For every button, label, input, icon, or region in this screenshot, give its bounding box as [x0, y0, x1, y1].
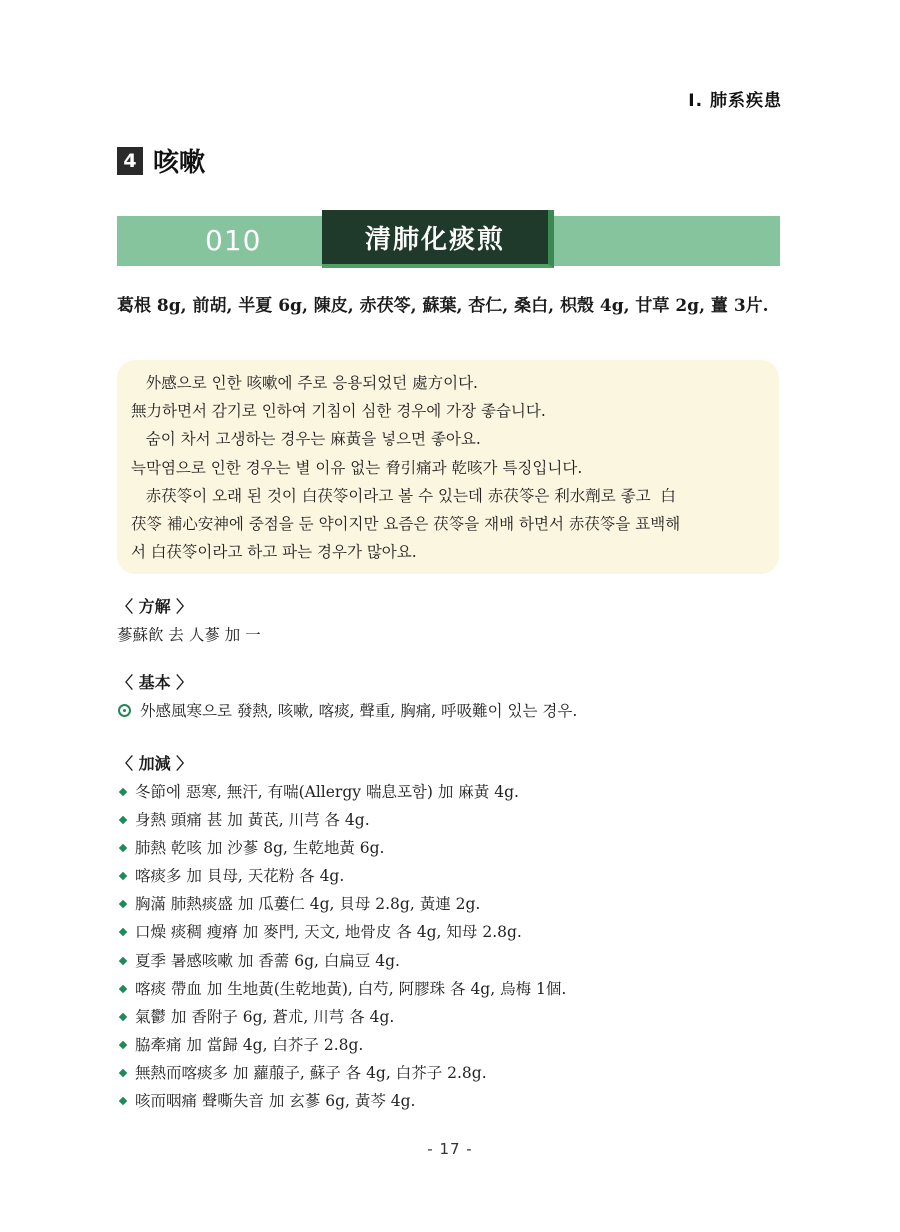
jiajian-item-text: 夏季 暑感咳嗽 加 香薷 6g, 白扁豆 4g.: [135, 951, 400, 970]
diamond-bullet-icon: [119, 788, 127, 796]
ingredients-text: 葛根 8g, 前胡, 半夏 6g, 陳皮, 赤茯笭, 蘇葉, 杏仁, 桑白, 枳殼 4g, 甘草 2g, 薑 3片.: [117, 296, 769, 316]
fangjie-text: 蔘蘇飮 去 人蔘 加 一: [117, 626, 261, 644]
jiajian-section: [117, 750, 787, 1115]
commentary-line: 茯笭 補心安神에 중점을 둔 약이지만 요즘은 茯笭을 재배 하면서 赤茯笭을 표백해: [131, 515, 681, 534]
jiajian-item-text: 咳而咽痛 聲嘶失音 加 玄蔘 6g, 黃芩 4g.: [135, 1092, 416, 1111]
circle-bullet-icon: [118, 704, 131, 717]
jiajian-heading: 〈 加減 〉: [117, 754, 193, 773]
commentary-line: 늑막염으로 인한 경우는 별 이유 없는 脅引痛과 乾咳가 특징입니다.: [131, 458, 583, 477]
jiajian-item: [117, 918, 787, 946]
commentary-line: 서 白茯笭이라고 하고 파는 경우가 많아요.: [131, 543, 417, 562]
jiajian-item: [117, 1087, 787, 1115]
diamond-bullet-icon: [119, 816, 127, 824]
diamond-bullet-icon: [119, 872, 127, 880]
diamond-bullet-icon: [119, 1069, 127, 1077]
jiajian-item: [117, 1059, 787, 1087]
jiajian-item: [117, 975, 787, 1003]
fangjie-section: [117, 593, 787, 649]
jiajian-item: [117, 806, 787, 834]
jiben-item: [117, 697, 787, 725]
diamond-bullet-icon: [119, 1097, 127, 1105]
fangjie-heading: 〈 方解 〉: [117, 597, 193, 616]
commentary-line: 숨이 차서 고생하는 경우는 麻黃을 넣으면 좋아요.: [131, 430, 481, 449]
diamond-bullet-icon: [119, 984, 127, 992]
jiajian-item: [117, 890, 787, 918]
diamond-bullet-icon: [119, 1041, 127, 1049]
jiajian-item-text: 喀痰 帶血 加 生地黃(生乾地黃), 白芍, 阿膠珠 各 4g, 烏梅 1個.: [135, 979, 567, 998]
jiajian-item-text: 身熱 頭痛 甚 加 黃芪, 川芎 各 4g.: [135, 811, 370, 830]
jiben-heading: 〈 基本 〉: [117, 673, 193, 692]
prescription-title-box: [322, 210, 554, 268]
jiajian-item-text: 胸滿 肺熱痰盛 加 瓜蔞仁 4g, 貝母 2.8g, 黃連 2g.: [135, 895, 481, 914]
jiben-section: [117, 669, 787, 725]
jiben-text: 外感風寒으로 發熱, 咳嗽, 喀痰, 聲重, 胸痛, 呼吸難이 있는 경우.: [140, 702, 578, 720]
section-title: [117, 142, 205, 179]
diamond-bullet-icon: [119, 1013, 127, 1021]
jiajian-item: [117, 834, 787, 862]
jiajian-item-text: 脇牽痛 加 當歸 4g, 白芥子 2.8g.: [135, 1035, 364, 1054]
section-heading: 咳嗽: [153, 148, 206, 178]
chapter-header: Ⅰ. 肺系疾患: [688, 91, 782, 111]
jiajian-item-text: 口燥 痰稠 瘦瘠 加 麥門, 天文, 地骨皮 各 4g, 知母 2.8g.: [135, 923, 522, 942]
diamond-bullet-icon: [119, 928, 127, 936]
jiajian-item: [117, 947, 787, 975]
jiajian-item: [117, 1031, 787, 1059]
jiajian-item-text: 氣鬱 加 香附子 6g, 蒼朮, 川芎 各 4g.: [135, 1007, 395, 1026]
jiajian-item-text: 肺熱 乾咳 加 沙蔘 8g, 生乾地黃 6g.: [135, 839, 385, 858]
jiajian-item: [117, 862, 787, 890]
commentary-line: 外感으로 인한 咳嗽에 주로 응용되었던 處方이다.: [131, 374, 478, 392]
diamond-bullet-icon: [119, 956, 127, 964]
commentary-box: [117, 360, 779, 574]
commentary-line: 無力하면서 감기로 인하여 기침이 심한 경우에 가장 좋습니다.: [131, 402, 546, 421]
jiajian-item-text: 無熱而喀痰多 加 蘿菔子, 蘇子 各 4g, 白芥子 2.8g.: [135, 1063, 487, 1082]
prescription-code: 010: [205, 224, 262, 257]
jiajian-item: [117, 1003, 787, 1031]
jiajian-item-text: 喀痰多 加 貝母, 天花粉 各 4g.: [135, 867, 345, 886]
section-number: 4: [117, 147, 143, 175]
diamond-bullet-icon: [119, 900, 127, 908]
commentary-line: 赤茯笭이 오래 된 것이 白茯笭이라고 볼 수 있는데 赤茯笭은 利水劑로 좋고 白: [131, 486, 676, 505]
diamond-bullet-icon: [119, 844, 127, 852]
jiajian-item: [117, 778, 787, 806]
page-number: - 17 -: [427, 1140, 473, 1158]
prescription-title: 清肺化痰煎: [364, 224, 505, 255]
jiajian-item-text: 冬節에 惡寒, 無汗, 有喘(Allergy 喘息포함) 加 麻黃 4g.: [135, 783, 519, 801]
